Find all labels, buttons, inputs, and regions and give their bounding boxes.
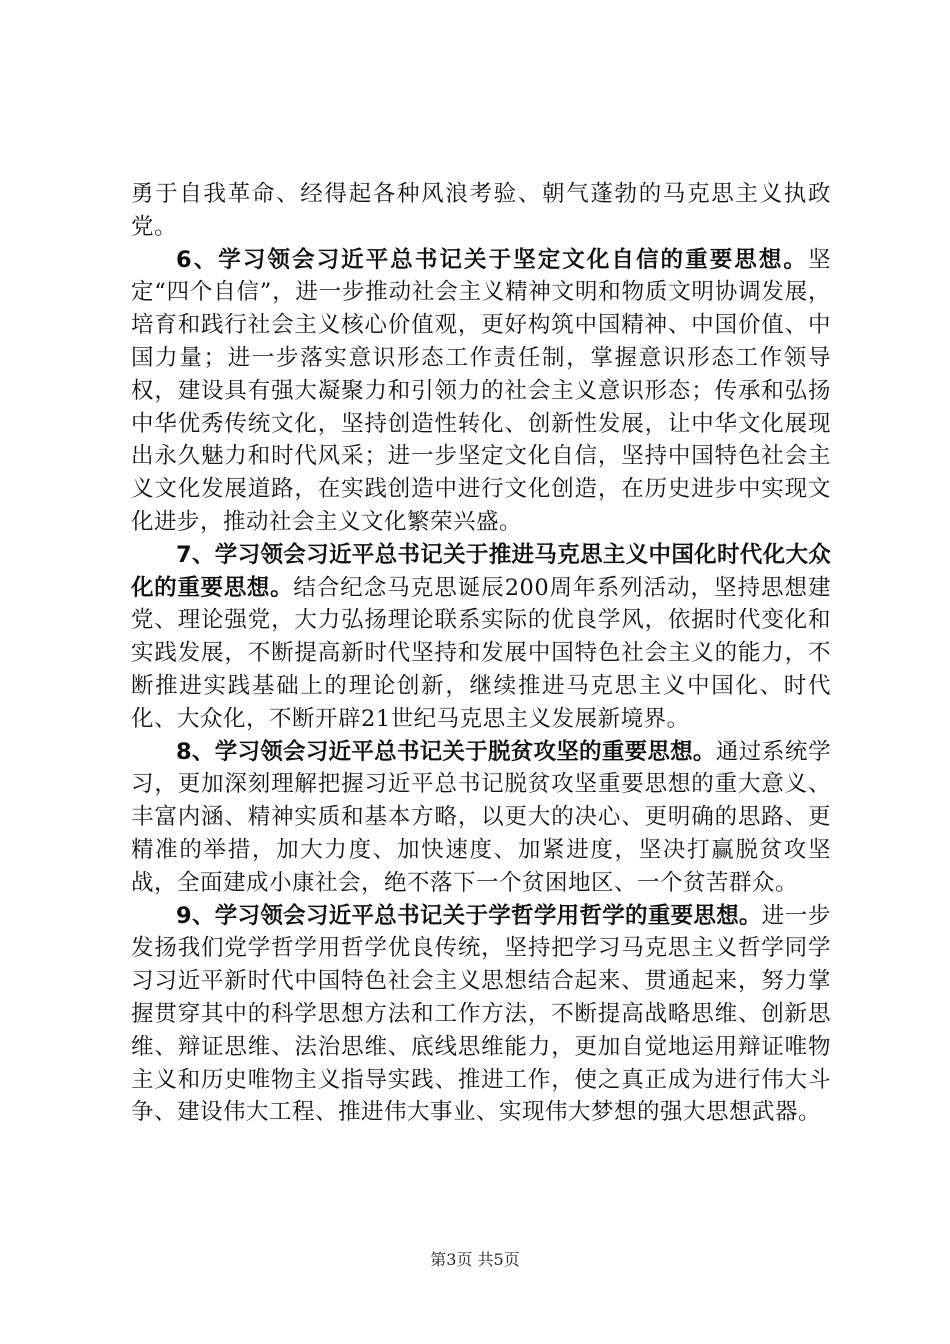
section-body-6: 坚定“四个自信”，进一步推动社会主义精神文明和物质文明协调发展，培育和践行社会主义核心价值观，更好构筑中国精神、中国价值、中国力量；进一步落实意识形态工作责任制，掌握意识形态工作领导权，建设具有强大凝聚力和引领力的社会主义意识形态；传承和弘扬中华优秀传统文化，坚持创造性转化、创新性发展，让中华文化展现出永久魅力和时代风采；进一步坚定文化自信，坚持中国特色社会主义文化发展道路，在实践创造中进行文化创造，在历史进步中实现文化进步，推动社会主义文化繁荣兴盛。 — [131, 246, 831, 535]
document-body — [131, 178, 831, 1129]
section-body-9: 进一步发扬我们党学哲学用哲学优良传统，坚持把学习马克思主义哲学同学习习近平新时代中国特色社会主义思想结合起来、贯通起来，努力掌握贯穿其中的科学思想方法和工作方法，不断提高战略思维、创新思维、辩证思维、法治思维、底线思维能力，更加自觉地运用辩证唯物主义和历史唯物主义指导实践、推进工作，使之真正成为进行伟大斗争、建设伟大工程、推进伟大事业、实现伟大梦想的强大思想武器。 — [131, 902, 831, 1126]
section-heading-9: 9、学习领会习近平总书记关于学哲学用哲学的重要思想。 — [176, 902, 762, 929]
section-paragraph-8 — [131, 736, 831, 900]
section-paragraph-6 — [131, 244, 831, 539]
section-paragraph-7 — [131, 539, 831, 736]
continuation-paragraph: 勇于自我革命、经得起各种风浪考验、朝气蓬勃的马克思主义执政党。 — [131, 181, 831, 240]
section-body-8: 通过系统学习，更加深刻理解把握习近平总书记脱贫攻坚重要思想的重大意义、丰富内涵、精神实质和基本方略，以更大的决心、更明确的思路、更精准的举措，加大力度、加快速度、加紧进度，坚决打赢脱贫攻坚战，全面建成小康社会，绝不落下一个贫困地区、一个贫苦群众。 — [131, 738, 831, 896]
section-heading-6: 6、学习领会习近平总书记关于坚定文化自信的重要思想。 — [176, 246, 808, 273]
page-number-footer: 第3页 共5页 — [430, 1250, 520, 1269]
section-paragraph-9 — [131, 900, 831, 1130]
section-heading-8: 8、学习领会习近平总书记关于脱贫攻坚的重要思想。 — [176, 738, 716, 765]
section-heading-7: 7、学习领会习近平总书记关于推进马克思主义中国化时代化大众化的重要思想。 — [131, 541, 831, 601]
section-body-7: 结合纪念马克思诞辰200周年系列活动，坚持思想建党、理论强党，大力弘扬理论联系实际的优良学风，依据时代变化和实践发展，不断提高新时代坚持和发展中国特色社会主义的能力，不断推进实践基础上的理论创新，继续推进马克思主义中国化、时代化、大众化，不断开辟21世纪马克思主义发展新境界。 — [131, 574, 831, 732]
